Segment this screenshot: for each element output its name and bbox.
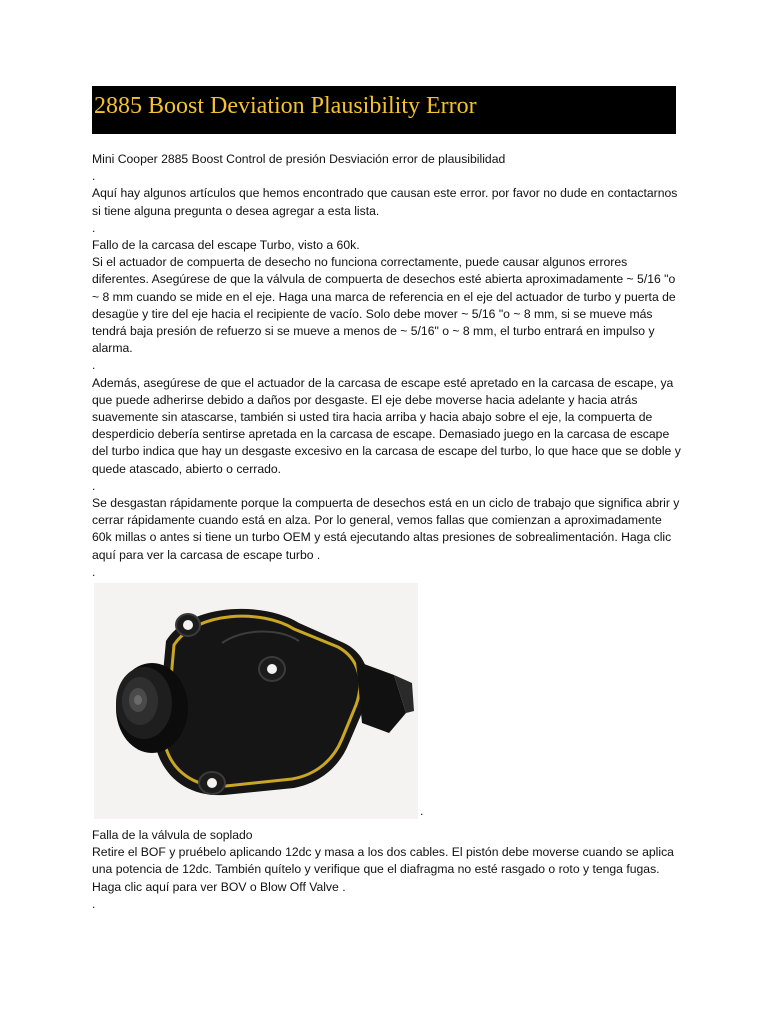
separator-dot: . (92, 478, 96, 493)
section-4-paragraph: Retire el BOF y pruébelo aplicando 12dc y masa a los dos cables. El pistón debe moverse cuando se aplica una potencia de 12dc. También quítelo y verifique que el diafragma no esté rasgado o roto y tenga fugas. Haga clic aquí para ver BOV o Blow Off Valve . (92, 845, 674, 894)
photo-row (92, 583, 682, 823)
section-1-paragraph: Si el actuador de compuerta de desecho no funciona correctamente, puede causar algunos errores diferentes. Asegúrese de que la válvula de compuerta de desechos esté abierta aproximadamente ~ 5/16 "o ~ 8 mm cuando se mide en el eje. Haga una marca de referencia en el eje del actuador de turbo y puerta de desagüe y tire del eje hacia el recipiente de vacío. Solo debe mover ~ 5/16 "o ~ 8 mm, si se mueve más tendrá baja presión de refuerzo si se mueve a menos de ~ 5/16" o ~ 8 mm, el turbo entrará en impulso y alarma. (92, 255, 676, 356)
article-body (92, 151, 682, 913)
section-1-heading: Fallo de la carcasa del escape Turbo, visto a 60k. (92, 237, 360, 252)
separator-dot: . (92, 896, 96, 911)
blow-off-valve-photo (94, 583, 418, 819)
title-banner (92, 86, 676, 134)
separator-dot: . (420, 804, 424, 818)
article-subtitle: Mini Cooper 2885 Boost Control de presión Desviación error de plausibilidad (92, 152, 506, 166)
separator-dot: . (92, 564, 96, 579)
separator-dot: . (92, 358, 96, 373)
section-3-paragraph: Se desgastan rápidamente porque la compuerta de desechos está en un ciclo de trabajo que significa abrir y cerrar rápidamente cuando está en alza. Por lo general, vemos fallas que comienzan a aproximadamente 60k millas o antes si tiene un turbo OEM y está ejecutando altas presiones de sobrealimentación. Haga clic aquí para ver la carcasa de escape turbo . (92, 496, 680, 562)
page-title: 2885 Boost Deviation Plausibility Error (94, 93, 477, 119)
intro-paragraph: Aquí hay algunos artículos que hemos encontrado que causan este error. por favor no dude en contactarnos si tiene alguna pregunta o desea agregar a esta lista. (92, 186, 678, 218)
separator-dot: . (92, 220, 96, 235)
separator-dot: . (92, 169, 96, 184)
section-4-heading: Falla de la válvula de soplado (92, 828, 253, 842)
section-2-paragraph: Además, asegúrese de que el actuador de la carcasa de escape esté apretado en la carcasa de escape, ya que puede adherirse debido a daños por desgaste. El eje debe moverse hacia adelante y hacia atrás suavemente sin atascarse, también si usted tira hacia arriba y hacia abajo sobre el eje, la compuerta de desperdicio debería sentirse apretada en la carcasa de escape. Demasiado juego en la carcasa de escape del turbo indica que hay un desgaste excesivo en la carcasa de escape del turbo, lo que hace que se doble y quede atascado, abierto o cerrado. (92, 375, 681, 476)
